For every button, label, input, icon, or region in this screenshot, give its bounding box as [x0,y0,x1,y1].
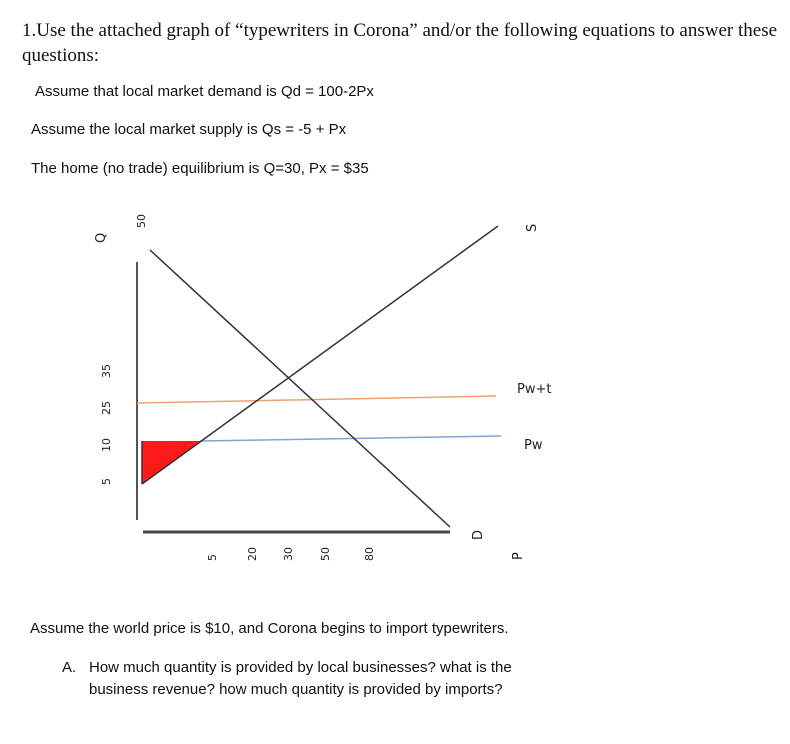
demand-label: D [471,529,486,540]
supply-curve [142,226,498,484]
y-tick-25: 25 [100,401,113,415]
x-tick-30: 30 [282,547,295,561]
y-axis-label: Q [94,232,109,243]
pw-plus-t-label: Pw+t [517,382,552,397]
x-tick-5: 5 [206,554,219,561]
y-tick-5: 5 [100,478,113,485]
y-tick-10: 10 [100,438,113,452]
x-tick-50: 50 [319,547,332,561]
part-a-text: How much quantity is provided by local businesses? what is the business revenue? how much quantity is provided by imports? [89,659,512,698]
question-heading: 1.Use the attached graph of “typewriters in Corona” and/or the following equations to answer these questions: [22,20,778,66]
x-tick-20: 20 [246,547,259,561]
demand-curve [150,250,450,527]
supply-label: S [525,223,540,232]
part-a-marker: A. [62,659,77,676]
demand-assumption: Assume that local market demand is Qd = 100-2Px [35,83,374,100]
equilibrium-assumption: The home (no trade) equilibrium is Q=30, Px = $35 [31,160,369,177]
world-price-statement: Assume the world price is $10, and Corona begins to import typewriters. [30,620,509,637]
x-tick-80: 80 [363,547,376,561]
y-tick-50: 50 [135,214,148,228]
pw-label: Pw [524,438,543,453]
x-axis-label: P [511,552,526,560]
pw-line [200,436,501,441]
pw-plus-t-line [137,396,496,403]
supply-assumption: Assume the local market supply is Qs = -5 + Px [31,121,347,138]
y-tick-35: 35 [100,364,113,378]
